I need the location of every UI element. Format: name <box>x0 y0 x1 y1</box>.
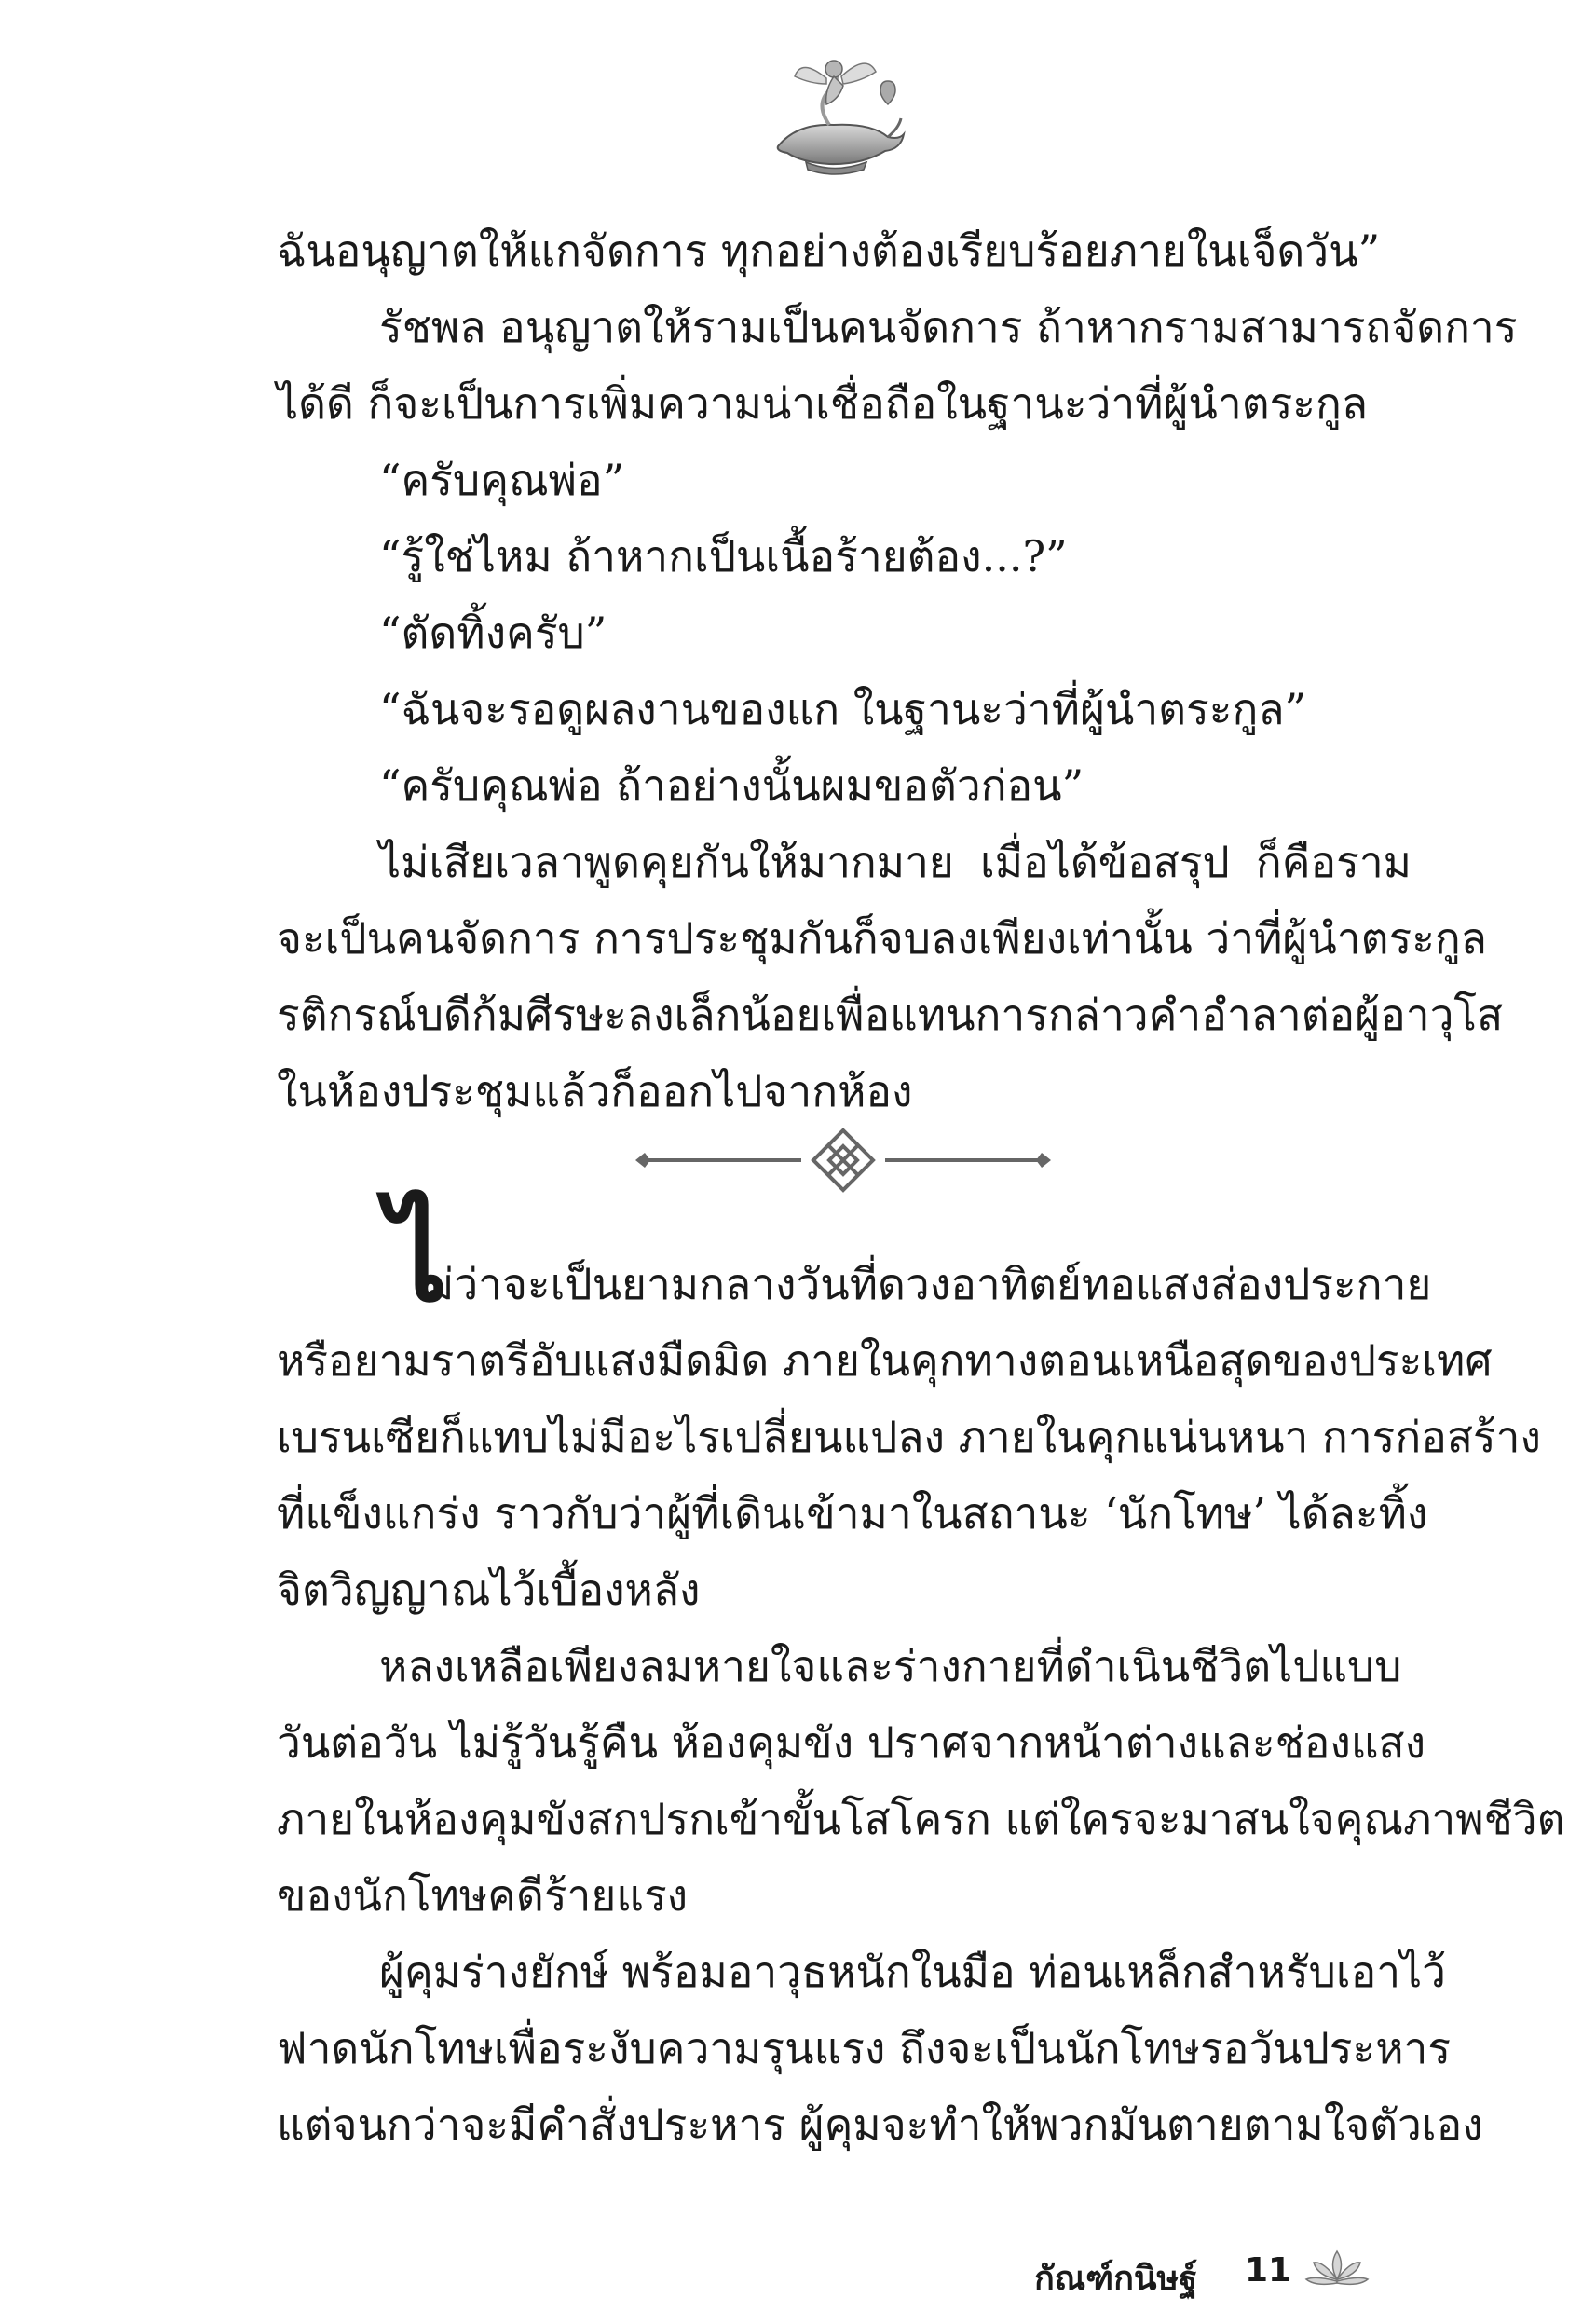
text-line: ภายในห้องคุมขังสกปรกเข้าขั้นโสโครก แต่ใครจะมาสนใจคุณภาพชีวิต <box>277 1794 1565 1844</box>
text-line: “ครับคุณพ่อ ถ้าอย่างนั้นผมขอตัวก่อน” <box>379 760 1084 811</box>
teapot-fairy-ornament-icon <box>759 48 908 179</box>
text-line: จิตวิญญาณไว้เบื้องหลัง <box>277 1565 701 1615</box>
diamond-divider-icon <box>634 1128 1053 1193</box>
text-line: ที่แข็งแกร่ง ราวกับว่าผู้ที่เดินเข้ามาในสถานะ ‘นักโทษ’ ได้ละทิ้ง <box>277 1488 1428 1538</box>
section-2-text <box>277 1322 1565 2163</box>
lotus-flower-icon <box>1304 2244 1370 2290</box>
text-line: จะเป็นคนจัดการ การประชุมกันก็จบลงเพียงเท่านั้น ว่าที่ผู้นำตระกูล <box>277 913 1487 964</box>
text-line: ฟาดนักโทษเพื่อระงับความรุนแรง ถึงจะเป็นนักโทษรอวันประหาร <box>277 2023 1452 2073</box>
text-line: แต่จนกว่าจะมีคำสั่งประหาร ผู้คุมจะทำให้พวกมันตายตามใจตัวเอง <box>277 2099 1483 2150</box>
page-footer <box>978 2244 1444 2309</box>
drop-cap: ไ <box>387 1186 448 1329</box>
text-line: “ครับคุณพ่อ” <box>379 455 625 505</box>
text-line: หรือยามราตรีอับแสงมืดมิด ภายในคุกทางตอนเหนือสุดของประเทศ <box>277 1335 1493 1386</box>
text-line: “รู้ใช่ไหม ถ้าหากเป็นเนื้อร้ายต้อง...?” <box>379 531 1068 581</box>
page-number: 11 <box>1245 2251 1292 2290</box>
text-line: ผู้คุมร่างยักษ์ พร้อมอาวุธหนักในมือ ท่อนเหล็กสำหรับเอาไว้ <box>379 1947 1446 1997</box>
text-line: รัชพล อนุญาตให้รามเป็นคนจัดการ ถ้าหากรามสามารถจัดการ <box>379 302 1518 352</box>
text-line: ฉันอนุญาตให้แกจัดการ ทุกอย่างต้องเรียบร้อยภายในเจ็ดวัน” <box>277 226 1381 276</box>
text-line: เบรนเซียก็แทบไม่มีอะไรเปลี่ยนแปลง ภายในคุกแน่นหนา การก่อสร้าง <box>277 1412 1541 1462</box>
book-title: กัณฑ์กนิษฐ์ <box>1034 2260 1198 2298</box>
text-line: ไม่เสียเวลาพูดคุยกันให้มากมาย เมื่อได้ข้อสรุป ก็คือราม <box>379 837 1412 887</box>
text-line: “ฉันจะรอดูผลงานของแก ในฐานะว่าที่ผู้นำตระกูล” <box>379 684 1307 734</box>
text-line: ในห้องประชุมแล้วก็ออกไปจากห้อง <box>277 1066 913 1116</box>
text-line: รติกรณ์บดีก้มศีรษะลงเล็กน้อยเพื่อแทนการกล่าวคำอำลาต่อผู้อาวุโส <box>277 990 1504 1040</box>
text-line: หลงเหลือเพียงลมหายใจและร่างกายที่ดำเนินชีวิตไปแบบ <box>379 1641 1402 1691</box>
text-line: “ตัดทิ้งครับ” <box>379 608 607 658</box>
text-line: ม่ว่าจะเป็นยามกลางวันที่ดวงอาทิตย์ทอแสงส่องประกาย <box>426 1259 1432 1309</box>
text-line: ของนักโทษคดีร้ายแรง <box>277 1870 689 1921</box>
text-line: วันต่อวัน ไม่รู้วันรู้คืน ห้องคุมขัง ปราศจากหน้าต่างและช่องแสง <box>277 1717 1426 1768</box>
section-1-text <box>277 212 1518 1129</box>
text-line: ได้ดี ก็จะเป็นการเพิ่มความน่าเชื่อถือในฐานะว่าที่ผู้นำตระกูล <box>277 378 1369 429</box>
